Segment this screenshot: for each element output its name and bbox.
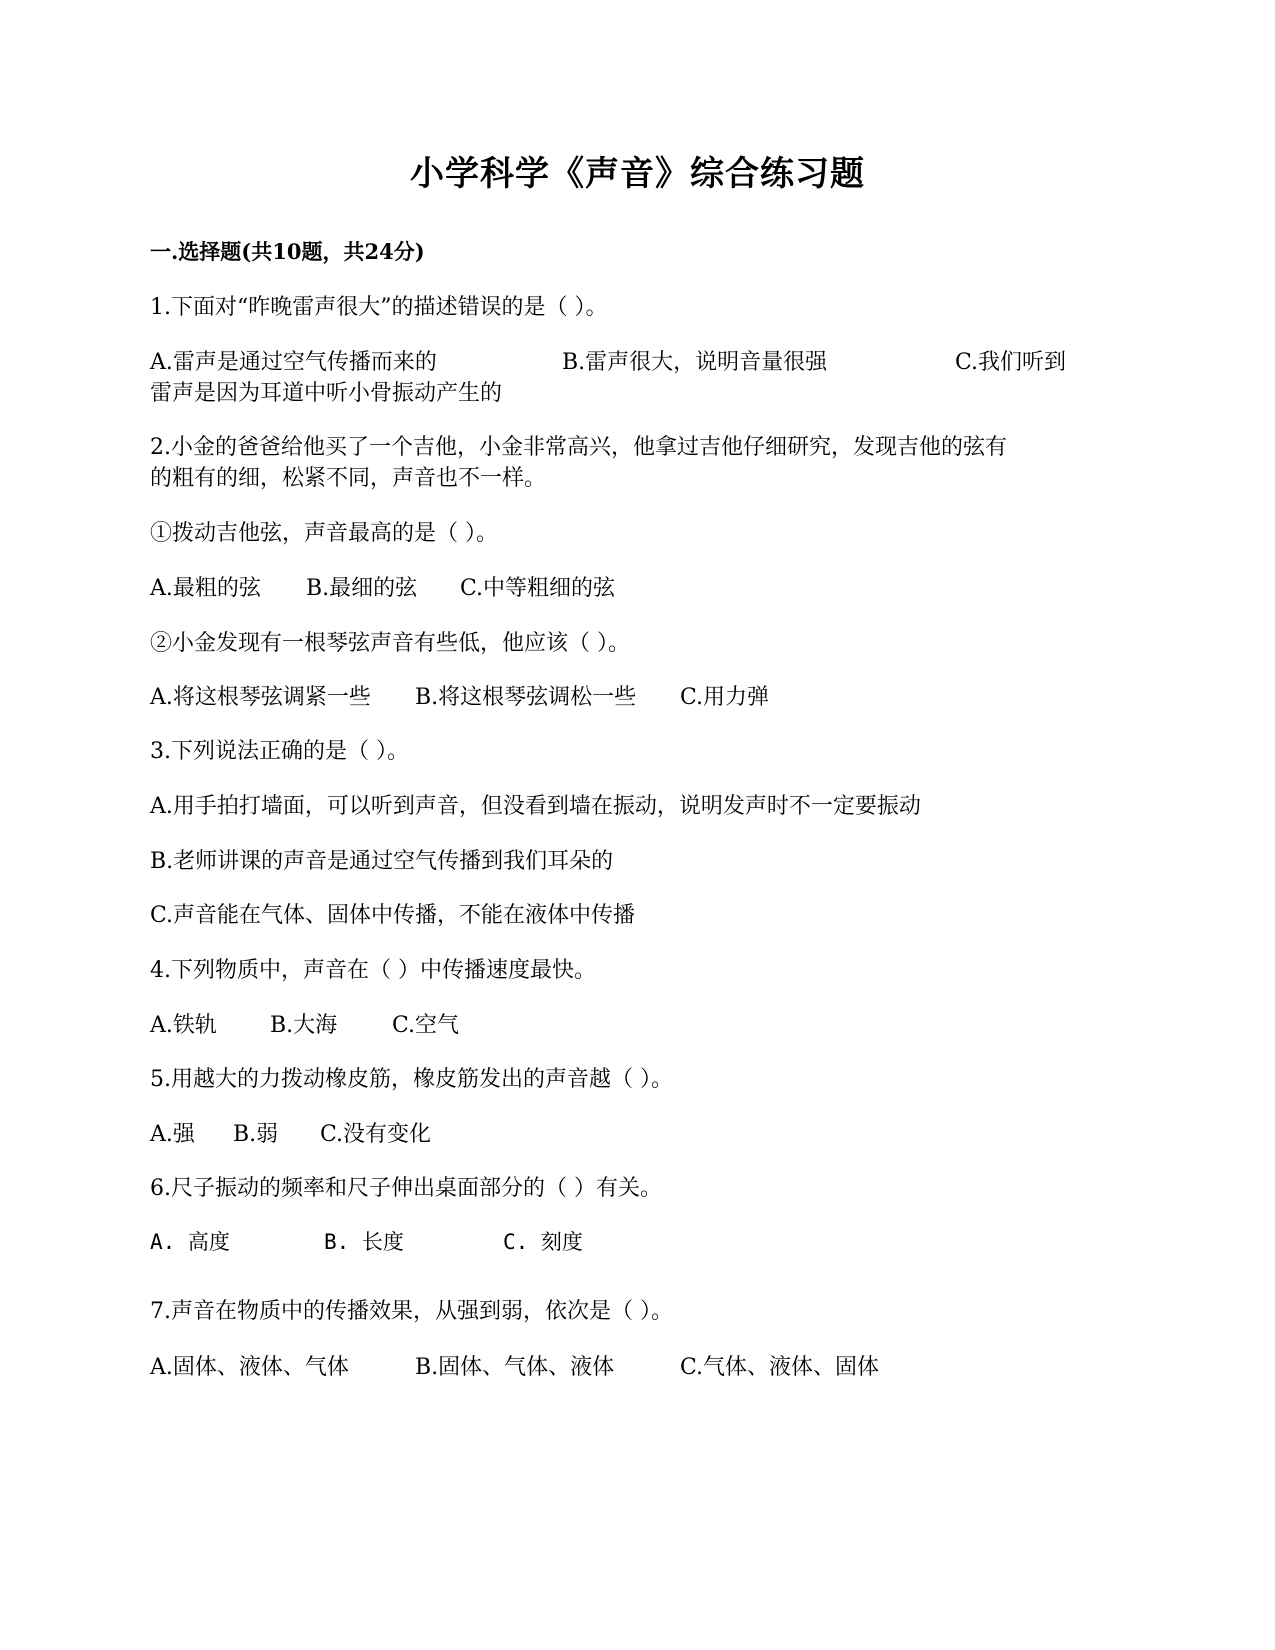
question-5-option-a: A.强 <box>150 1122 195 1147</box>
question-7-option-a: A.固体、液体、气体 <box>150 1355 349 1380</box>
question-5-stem: 5.用越大的力拨动橡皮筋，橡皮筋发出的声音越（ ）。 <box>150 1067 673 1092</box>
question-6-option-a: A. 高度 <box>150 1230 230 1254</box>
question-2-sub-2-option-c: C.用力弹 <box>680 685 770 710</box>
question-3-stem: 3.下列说法正确的是（ ）。 <box>150 739 409 764</box>
question-7-option-b: B.固体、气体、液体 <box>415 1355 615 1380</box>
question-4-option-a: A.铁轨 <box>150 1013 217 1038</box>
question-2-stem-line-2: 的粗有的细，松紧不同，声音也不一样。 <box>150 466 547 491</box>
question-2-stem-line-1: 2.小金的爸爸给他买了一个吉他，小金非常高兴，他拿过吉他仔细研究，发现吉他的弦有 <box>150 435 1007 460</box>
question-5-option-c: C.没有变化 <box>320 1122 432 1147</box>
question-1-option-a: A.雷声是通过空气传播而来的 <box>150 350 437 375</box>
question-7-option-c: C.气体、液体、固体 <box>680 1355 880 1380</box>
question-7-stem: 7.声音在物质中的传播效果，从强到弱，依次是（ ）。 <box>150 1299 673 1324</box>
question-3-option-a: A.用手拍打墙面，可以听到声音，但没看到墙在振动，说明发声时不一定要振动 <box>150 794 921 819</box>
question-1-stem: 1.下面对“昨晚雷声很大”的描述错误的是（ ）。 <box>150 295 608 320</box>
question-1-option-b: B.雷声很大，说明音量很强 <box>562 350 828 375</box>
question-2-sub-1-stem: ①拨动吉他弦，声音最高的是（ ）。 <box>150 521 498 546</box>
question-2-sub-1-option-b: B.最细的弦 <box>306 576 418 601</box>
question-5-option-b: B.弱 <box>233 1122 279 1147</box>
question-2-sub-2-option-b: B.将这根琴弦调松一些 <box>415 685 637 710</box>
question-1-option-c-continued: 雷声是因为耳道中听小骨振动产生的 <box>150 381 503 406</box>
question-4-stem: 4.下列物质中，声音在（ ）中传播速度最快。 <box>150 958 596 983</box>
question-2-sub-2-stem: ②小金发现有一根琴弦声音有些低，他应该（ ）。 <box>150 631 630 656</box>
question-2-sub-1-option-a: A.最粗的弦 <box>150 576 261 601</box>
section-heading: 一.选择题(共10题，共24分) <box>150 239 425 264</box>
question-6-option-c: C. 刻度 <box>503 1230 583 1254</box>
question-2-sub-1-option-c: C.中等粗细的弦 <box>460 576 616 601</box>
question-4-option-c: C.空气 <box>392 1013 460 1038</box>
question-3-option-c: C.声音能在气体、固体中传播，不能在液体中传播 <box>150 903 636 928</box>
question-6-option-b: B. 长度 <box>324 1230 404 1254</box>
question-4-option-b: B.大海 <box>270 1013 338 1038</box>
question-3-option-b: B.老师讲课的声音是通过空气传播到我们耳朵的 <box>150 849 614 874</box>
question-6-stem: 6.尺子振动的频率和尺子伸出桌面部分的（ ）有关。 <box>150 1176 662 1201</box>
question-2-sub-2-option-a: A.将这根琴弦调紧一些 <box>150 685 371 710</box>
question-1-option-c: C.我们听到 <box>955 350 1067 375</box>
page-title: 小学科学《声音》综合练习题 <box>410 154 865 194</box>
